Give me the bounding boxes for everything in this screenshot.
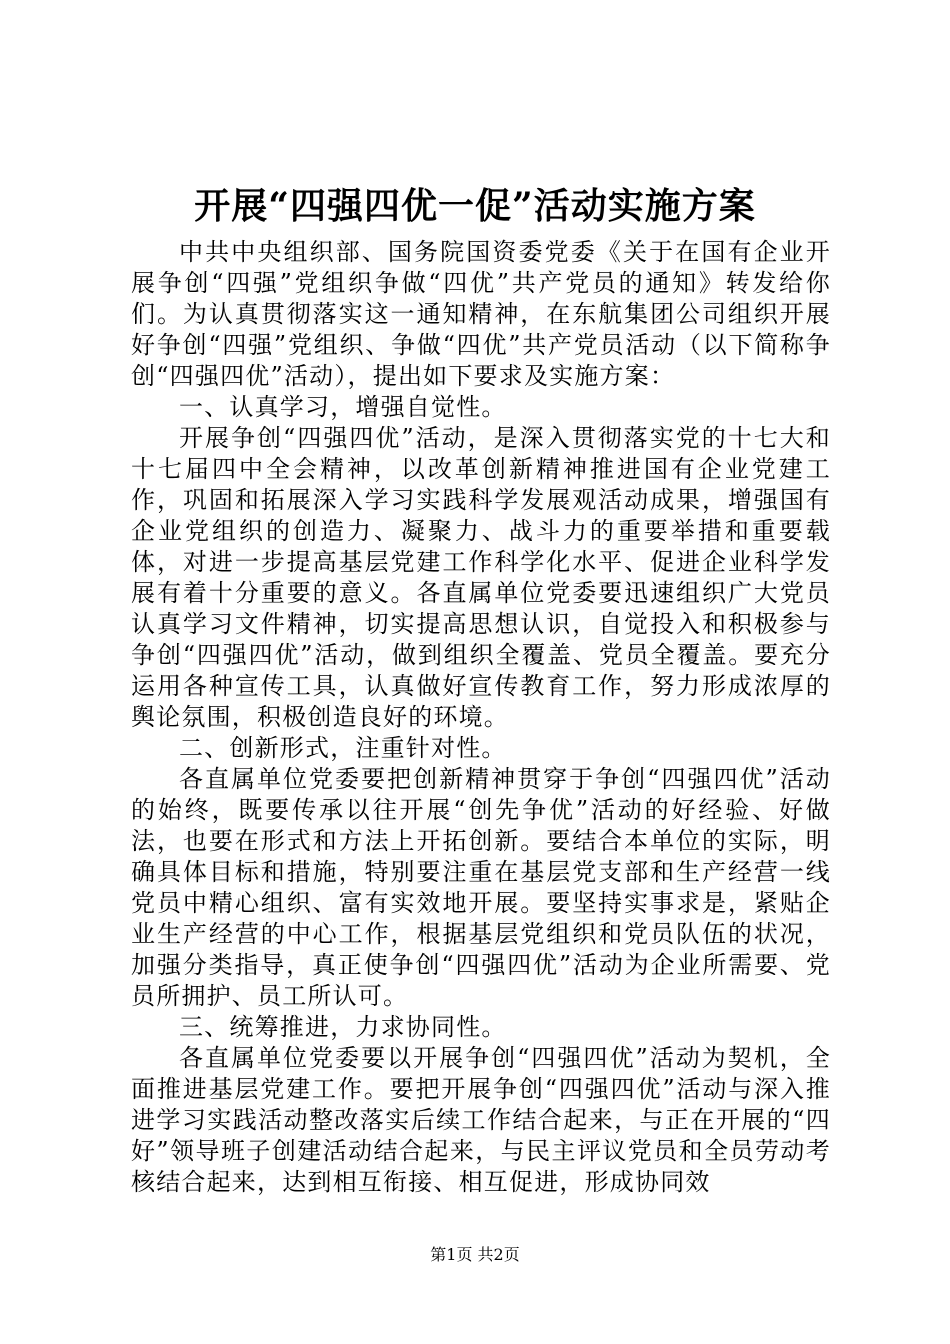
section-heading-2: 二、创新形式，注重针对性。 xyxy=(179,734,507,762)
section-heading-1: 一、认真学习，增强自觉性。 xyxy=(179,393,507,421)
page-number-footer: 第1页 共2页 xyxy=(430,1245,520,1264)
paragraph-section-1: 开展争创“四强四优”活动，是深入贯彻落实党的十七大和十七届四中全会精神，以改革创新精神推进国有企业党建工作，巩固和拓展深入学习实践科学发展观活动成果，增强国有企业党组织的创造力、凝聚力、战斗力的重要举措和重要载体，对进一步提高基层党建工作科学化水平、促进企业科学发展有着十分重要的意义。各直属单位党委要迅速组织广大党员认真学习文件精神，切实提高思想认识，自觉投入和积极参与争创“四强四优”活动，做到组织全覆盖、党员全覆盖。要充分运用各种宣传工具，认真做好宣传教育工作，努力形成浓厚的舆论氛围，积极创造良好的环境。 xyxy=(131,424,831,731)
paragraph-intro: 中共中央组织部、国务院国资委党委《关于在国有企业开展争创“四强”党组织争做“四优”共产党员的通知》转发给你们。为认真贯彻落实这一通知精神，在东航集团公司组织开展好争创“四强”党组织、争做“四优”共产党员活动（以下简称争创“四强四优”活动），提出如下要求及实施方案： xyxy=(131,238,831,390)
document-title: 开展“四强四优一促”活动实施方案 xyxy=(194,185,756,227)
paragraph-section-3: 各直属单位党委要以开展争创“四强四优”活动为契机，全面推进基层党建工作。要把开展争创“四强四优”活动与深入推进学习实践活动整改落实后续工作结合起来，与正在开展的“四好”领导班子创建活动结合起来，与民主评议党员和全员劳动考核结合起来，达到相互衔接、相互促进，形成协同效 xyxy=(131,1044,831,1196)
document-body xyxy=(131,237,831,1198)
paragraph-section-2: 各直属单位党委要把创新精神贯穿于争创“四强四优”活动的始终，既要传承以往开展“创先争优”活动的好经验、好做法，也要在形式和方法上开拓创新。要结合本单位的实际，明确具体目标和措施，特别要注重在基层党支部和生产经营一线党员中精心组织、富有实效地开展。要坚持实事求是，紧贴企业生产经营的中心工作，根据基层党组织和党员队伍的状况，加强分类指导，真正使争创“四强四优”活动为企业所需要、党员所拥护、员工所认可。 xyxy=(131,765,831,1010)
section-heading-3: 三、统筹推进，力求协同性。 xyxy=(179,1013,507,1041)
